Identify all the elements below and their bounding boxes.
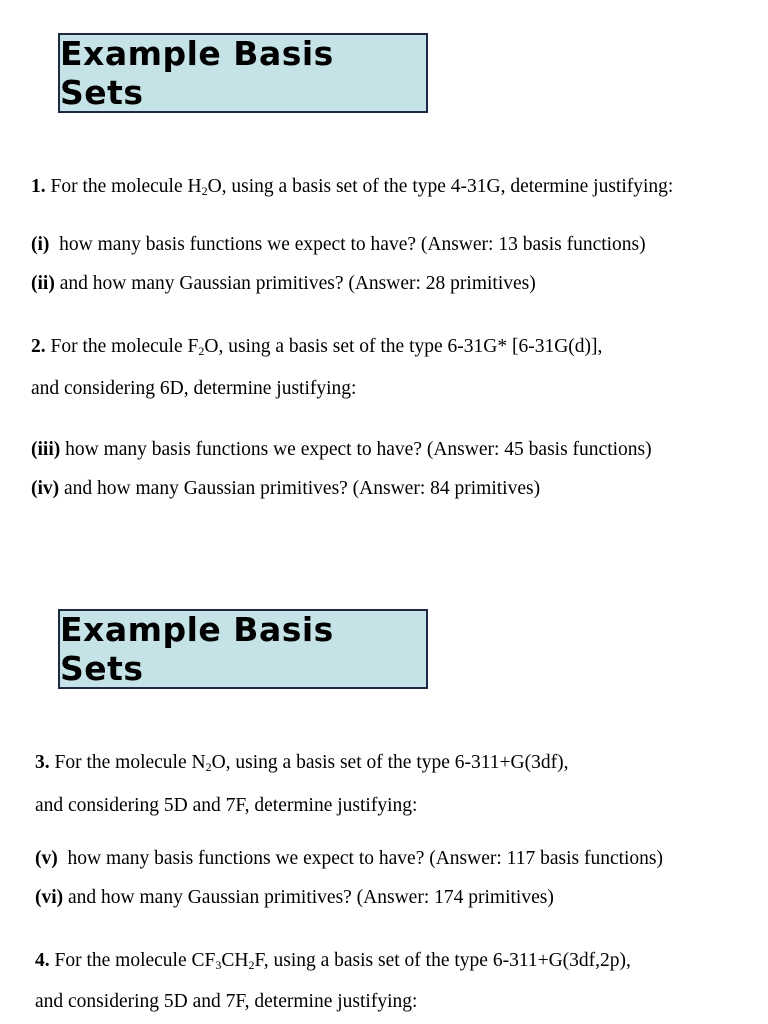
sub-question-ii: (ii) and how many Gaussian primitives? (Answer: 28 primitives): [31, 273, 536, 294]
question-4-line2: and considering 5D and 7F, determine justifying:: [35, 991, 418, 1012]
sub-question-i: (i) how many basis functions we expect to have? (Answer: 13 basis functions): [31, 234, 646, 255]
question-number: 1.: [31, 176, 46, 197]
question-1: 1. For the molecule $H_2O$, using a basis set of the type 4-31G, determine justifying:: [31, 176, 674, 198]
question-4: 4. For the molecule $CF_3CH_2F$, using a basis set of the type 6-311+G(3df,2p),: [35, 950, 631, 972]
slide-title: Example Basis Sets: [60, 34, 334, 112]
question-2-line2: and considering 6D, determine justifying:: [31, 378, 357, 399]
question-3-line2: and considering 5D and 7F, determine justifying:: [35, 795, 418, 816]
question-3: 3. For the molecule $N_2O$, using a basis set of the type 6-311+G(3df),: [35, 752, 569, 774]
question-number: 4.: [35, 950, 50, 971]
sub-question-vi: (vi) and how many Gaussian primitives? (Answer: 174 primitives): [35, 887, 554, 908]
sub-question-v: (v) how many basis functions we expect to have? (Answer: 117 basis functions): [35, 848, 664, 869]
sub-question-iii: (iii) how many basis functions we expect to have? (Answer: 45 basis functions): [31, 439, 652, 460]
title-box-2: [58, 609, 428, 689]
question-2: 2. For the molecule $F_2O$, using a basis set of the type 6-31G* [6-31G(d)],: [31, 336, 603, 358]
question-number: 3.: [35, 752, 50, 773]
sub-question-iv: (iv) and how many Gaussian primitives? (Answer: 84 primitives): [31, 478, 541, 499]
slide-title: Example Basis Sets: [60, 610, 334, 688]
title-box-1: [58, 33, 428, 113]
question-number: 2.: [31, 336, 46, 357]
